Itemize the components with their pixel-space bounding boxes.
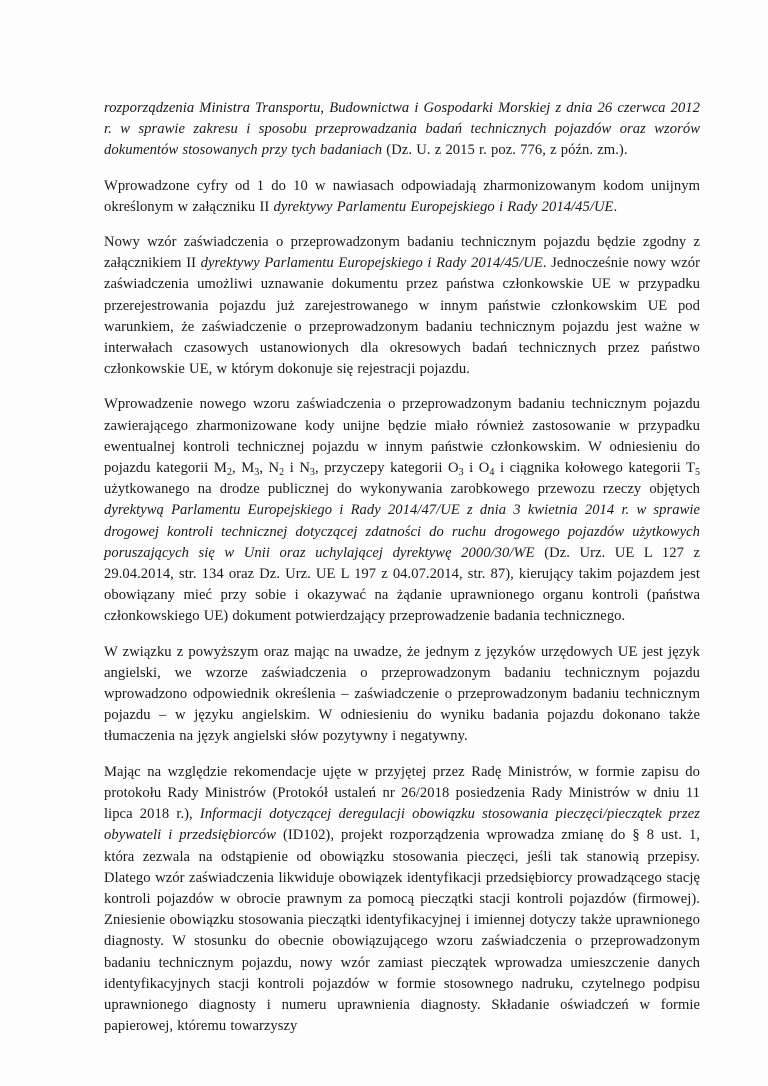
text-run: . (613, 198, 618, 215)
paragraph-technical-inspection-abroad (104, 394, 705, 627)
italic-text-run: dyrektywy Parlamentu Europejskiego i Rady 2014/45/UE (273, 198, 614, 215)
paragraph-regulation-reference (104, 98, 705, 162)
italic-text-run: Informacji dotyczącej deregulacji obowiązku stosowania pieczęci/pieczątek przez obywateli i przedsiębiorców (104, 806, 705, 844)
text-run: . Jednocześnie nowy wzór zaświadczenia umożliwi uznawanie dokumentu przez państwa członkowskie UE w przypadku przerejestrowania pojazdu już zarejestrowanego w innym państwie członkowskim UE pod warunkiem, że zaświadczenie o przeprowadzonym badaniu technicznym pojazdu jest ważne w interwałach czasowych ustanowionych dla okresowych badań technicznych przez państwo członkowskie UE, w którym dokonuje się rejestracji pojazdu. (104, 255, 705, 378)
text-run: W związku z powyższym oraz mając na uwadze, że jednym z języków urzędowych UE jest język angielski, we wzorze zaświadczenia o przeprowadzonym badaniu technicznym pojazdu wprowadzono odpowiednik określenia – zaświadczenie o przeprowadzonym badaniu technicznym pojazdu – w języku angielskim. W odniesieniu do wyniku badania pojazdu dokonano także tłumaczenia na język angielski słów pozytywny i negatywny. (104, 643, 705, 745)
text-run: , N (259, 460, 280, 477)
text-run: (Dz. Urz. UE L 127 z 29.04.2014, str. 134 oraz Dz. Urz. UE L 197 z 04.07.2014, str. 87), kierujący takim pojazdem jest obowiązany mieć przy sobie i okazywać na żądanie uprawnionego organu kontroli (państwa członkowskiego UE) dokument potwierdzający przeprowadzenie badania technicznego. (104, 544, 705, 625)
subscript-index: 3 (309, 467, 315, 479)
subscript-index: 3 (458, 467, 464, 479)
paragraph-english-language (104, 642, 705, 748)
italic-text-run: dyrektywą Parlamentu Europejskiego i Rady 2014/47/UE z dnia 3 kwietnia 2014 r. w sprawie drogowej kontroli technicznej dotyczącej zdatności do ruchu drogowego pojazdów użytkowych poruszających się w Unii oraz uchylającej dyrektywę 2000/30/WE (104, 502, 705, 561)
text-run: Wprowadzone cyfry od 1 do 10 w nawiasach odpowiadają zharmonizowanym kodom unijnym określonym w załączniku II (104, 177, 705, 215)
text-run: i O (463, 460, 490, 477)
subscript-index: 2 (279, 467, 285, 479)
subscript-index: 2 (226, 467, 232, 479)
paragraph-stamp-deregulation (104, 762, 705, 1038)
subscript-index: 5 (694, 467, 700, 479)
italic-text-run: rozporządzenia Ministra Transportu, Budownictwa i Gospodarki Morskiej z dnia 26 czerwca 2012 r. w sprawie zakresu i sposobu przeprowadzania badań technicznych pojazdów oraz wzorów dokumentów stosowanych przy tych badaniach (104, 100, 705, 159)
text-run: użytkowanego na drodze publicznej do wykonywania zarobkowego przewozu rzeczy objętych (104, 460, 705, 498)
subscript-index: 4 (489, 467, 495, 479)
paragraph-eu-codes (104, 176, 705, 218)
text-run: , M (232, 460, 255, 477)
subscript-index: 3 (254, 467, 260, 479)
text-run: (ID102), projekt rozporządzenia wprowadza zmianę do § 8 ust. 1, która zezwala na odstąpienie od obowiązku stosowania pieczęci, jeśli tak stanowią przepisy. Dlatego wzór zaświadczenia likwiduje obowiązek identyfikacji przedsiębiorcy prowadzącego stację kontroli pojazdów w obrocie prawnym za pomocą pieczątki stacji kontroli pojazdów (firmowej). Zniesienie obowiązku stosowania pieczątki identyfikacyjnej i imiennej dotyczy także uprawnionego diagnosty. W stosunku do obecnie obowiązującego wzoru zaświadczenia o przeprowadzonym badaniu technicznym pojazdu, nowy wzór zamiast pieczątek wprowadza umieszczenie danych identyfikacyjnych stacji kontroli pojazdów w formie stosownego nadruku, czytelnego podpisu uprawnionego diagnosty i numeru uprawnienia diagnosty. Składanie oświadczeń w formie papierowej, któremu towarzyszy (104, 827, 705, 1035)
text-run: Wprowadzenie nowego wzoru zaświadczenia o przeprowadzonym badaniu technicznym pojazdu zawierającego zharmonizowane kody unijne będzie miało również zastosowanie w przypadku ewentualnej kontroli technicznej pojazdu w innym państwie członkowskim. W odniesieniu do pojazdu kategorii M (104, 396, 705, 477)
text-run: , przyczepy kategorii O (314, 460, 459, 477)
text-run: (Dz. U. z 2015 r. poz. 776, z późn. zm.). (382, 142, 628, 159)
text-run: Nowy wzór zaświadczenia o przeprowadzonym badaniu technicznym pojazdu będzie zgodny z załącznikiem II (104, 234, 705, 272)
text-run: i N (284, 460, 310, 477)
text-run: Mając na względzie rekomendacje ujęte w przyjętej przez Radę Ministrów, w formie zapisu do protokołu Rady Ministrów (Protokół ustaleń nr 26/2018 posiedzenia Rady Ministrów w dniu 11 lipca 2018 r.), (104, 763, 705, 823)
paragraph-new-certificate-model (104, 232, 705, 380)
italic-text-run: dyrektywy Parlamentu Europejskiego i Rady 2014/45/UE (200, 255, 543, 272)
text-run: i ciągnika kołowego kategorii T (494, 460, 695, 477)
